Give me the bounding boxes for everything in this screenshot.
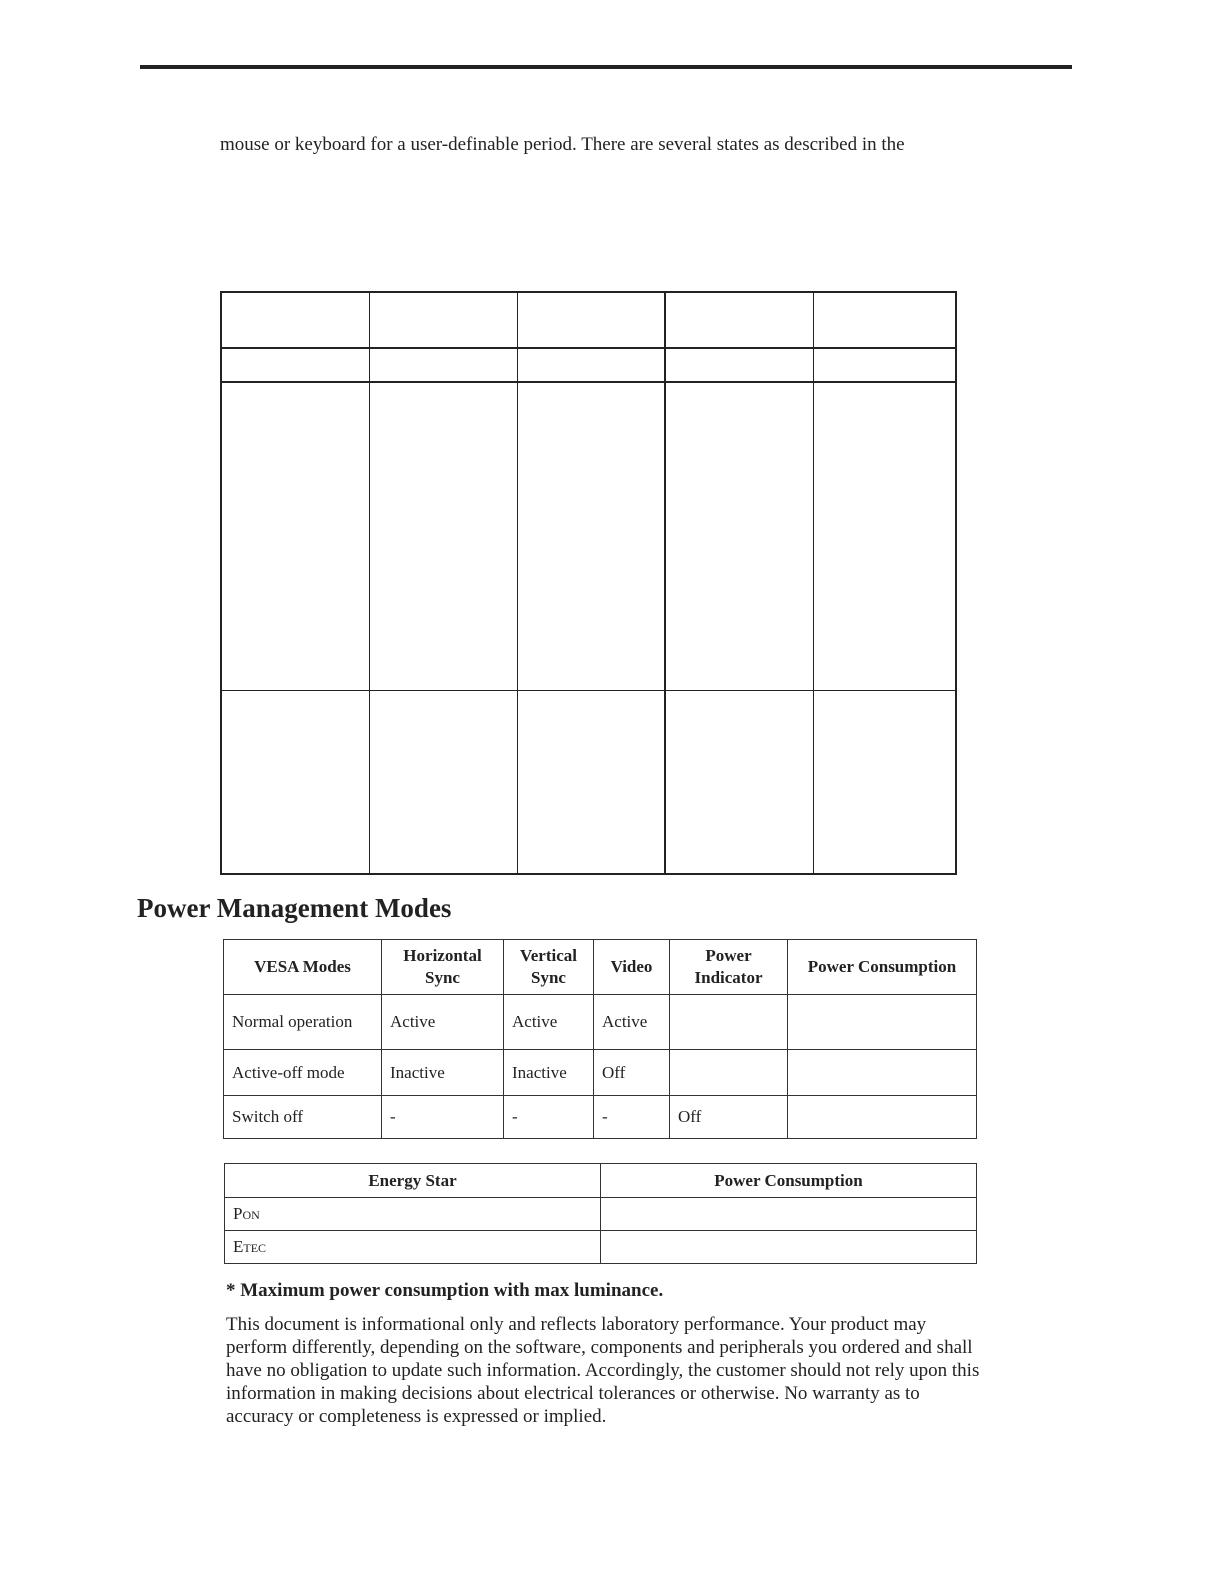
table-cell [517,348,665,382]
energy-star-table [224,1163,977,1264]
table-cell [221,292,369,348]
cell-v-sync: Inactive [504,1050,594,1096]
cell-video: Active [594,995,670,1050]
cell-consumption [788,995,977,1050]
cell-video: - [594,1096,670,1139]
col-header-vesa-modes: VESA Modes [224,940,382,995]
col-header-power-consumption: Power Consumption [788,940,977,995]
blank-table [220,291,957,875]
cell-etec-value [601,1231,977,1264]
power-modes-table [223,939,977,1139]
col-header-video: Video [594,940,670,995]
table-cell [221,348,369,382]
table-cell [221,691,369,875]
table-cell [813,382,956,691]
col-header-horizontal-sync: Horizontal Sync [382,940,504,995]
cell-mode: Normal operation [224,995,382,1050]
cell-etec-label: Etec [225,1231,601,1264]
table-row [224,995,977,1050]
cell-indicator [670,1050,788,1096]
table-row [221,348,956,382]
header-rule [140,65,1072,69]
table-row [221,292,956,348]
table-row [225,1231,977,1264]
table-cell [517,691,665,875]
table-row [224,1050,977,1096]
table-cell [813,348,956,382]
table-header-row [225,1164,977,1198]
cell-consumption [788,1096,977,1139]
max-power-note: * Maximum power consumption with max luminance. [226,1280,664,1301]
cell-mode: Switch off [224,1096,382,1139]
table-row [221,691,956,875]
table-cell [665,348,813,382]
cell-pon-value [601,1198,977,1231]
table-row [224,1096,977,1139]
table-cell [665,292,813,348]
cell-pon-label: Pon [225,1198,601,1231]
table-cell [517,292,665,348]
col-header-power-consumption: Power Consumption [601,1164,977,1198]
section-title: Power Management Modes [137,893,452,923]
table-row [225,1198,977,1231]
table-cell [369,348,517,382]
cell-video: Off [594,1050,670,1096]
cell-h-sync: Inactive [382,1050,504,1096]
disclaimer-text: This document is informational only and reflects laboratory performance. Your product may perform differently, depending on the software, components and peripherals you ordered and shall have no obligation to update such information. Accordingly, the customer should not rely upon this information in making decisions about electrical tolerances or otherwise. No warranty as to accuracy or completeness is expressed or implied. [226,1314,980,1427]
table-header-row [224,940,977,995]
cell-consumption [788,1050,977,1096]
cell-indicator: Off [670,1096,788,1139]
table-row [221,382,956,691]
table-cell [369,292,517,348]
cell-indicator [670,995,788,1050]
table-cell [517,382,665,691]
col-header-vertical-sync: Vertical Sync [504,940,594,995]
cell-v-sync: Active [504,995,594,1050]
cell-v-sync: - [504,1096,594,1139]
cell-mode: Active-off mode [224,1050,382,1096]
cell-h-sync: Active [382,995,504,1050]
col-header-power-indicator: Power Indicator [670,940,788,995]
table-cell [813,292,956,348]
table-cell [665,382,813,691]
table-cell [369,382,517,691]
table-cell [665,691,813,875]
intro-text: mouse or keyboard for a user-definable period. There are several states as described in the [220,134,905,155]
cell-h-sync: - [382,1096,504,1139]
table-cell [813,691,956,875]
table-cell [369,691,517,875]
table-cell [221,382,369,691]
col-header-energy-star: Energy Star [225,1164,601,1198]
